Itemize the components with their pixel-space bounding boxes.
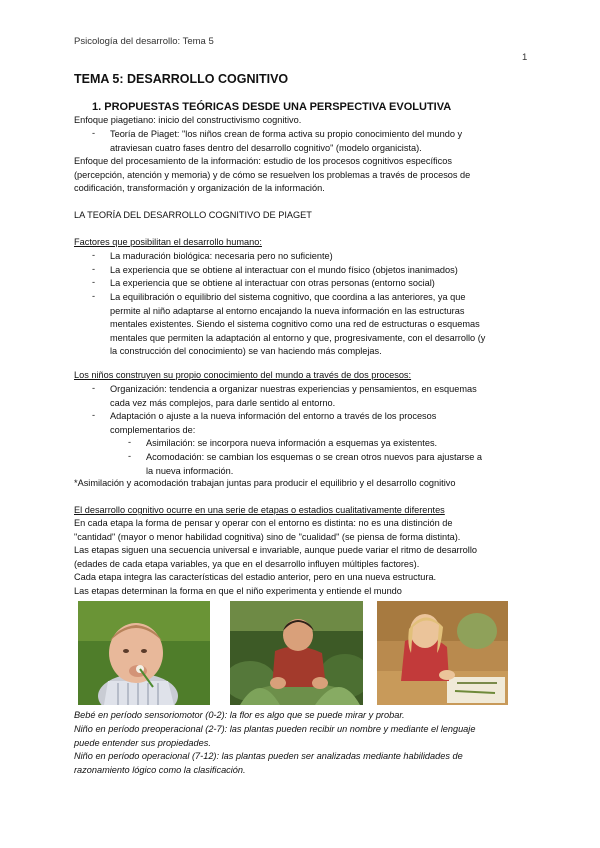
note: *Asimilación y acomodación trabajan juntas para producir el equilibrio y el desarrollo cognitivo (74, 478, 456, 488)
list-item: La equilibración o equilibrio del sistema cognitivo, que coordina a las anteriores, ya que permite al niño adaptarse al entorno encajando la nueva información en las estructuras mentales existentes. Siendo el sistema cognitivo como una red de estructuras o esquemas mentales que permiten la adaptación al entorno y que, progresivamente, con el desarrollo (y la construcción del conocimiento) se van haciendo más complejas. (110, 292, 486, 357)
bullet-marker: - (92, 410, 96, 420)
child-garden-photo (230, 601, 363, 705)
bullet-marker: - (92, 383, 96, 393)
caption-sensoriomotor: Bebé en período sensoriomotor (0-2): la flor es algo que se puede mirar y probar. (74, 710, 405, 720)
list-item: La maduración biológica: necesaria pero no suficiente) (110, 251, 333, 261)
caption-operacional: Niño en período operacional (7-12): las plantas pueden ser analizadas mediante habilidades de razonamiento lógico como la clasificación. (74, 751, 463, 775)
bullet-marker: - (128, 437, 132, 447)
page-number: 1 (522, 52, 528, 63)
bullet-marker: - (92, 277, 96, 287)
stages-heading: El desarrollo cognitivo ocurre en una serie de etapas o estadios cualitativamente diferentes (74, 505, 445, 515)
caption-preoperacional: Niño en período preoperacional (2-7): las plantas pueden recibir un nombre y mediante el lenguaje puede entender sus propiedades. (74, 724, 476, 748)
subsection-heading: LA TEORÍA DEL DESARROLLO COGNITIVO DE PIAGET (74, 210, 312, 220)
bullet-marker: - (128, 451, 132, 461)
paragraph: Enfoque del procesamiento de la información: estudio de los procesos cognitivos específicos (percepción, atención y memoria) y de cómo se resuelven los problemas a través de procesos de codificación, transformación y organización de la información. (74, 156, 471, 194)
factors-heading: Factores que posibilitan el desarrollo humano: (74, 237, 262, 247)
list-item: Asimilación: se incorpora nueva información a esquemas ya existentes. (146, 438, 438, 448)
list-item: Acomodación: se cambian los esquemas o se crean otros nuevos para ajustarse a la nueva información. (146, 452, 483, 476)
bullet-marker: - (92, 264, 96, 274)
list-item: Adaptación o ajuste a la nueva información del entorno a través de los procesos complementarios de: (110, 411, 437, 435)
list-item: La experiencia que se obtiene al interactuar con otras personas (entorno social) (110, 278, 435, 288)
processes-heading: Los niños construyen su propio conocimiento del mundo a través de dos procesos: (74, 370, 412, 380)
paragraph: En cada etapa la forma de pensar y operar con el entorno es distinta: no es una distinción de "cantidad" (mayor o menor habilidad cognitiva) sino de "cualidad" (se piensa de forma distinta). Las etapas siguen una secuencia universal e invariable, aunque puede variar el ritmo de desarrollo (edades de cada etapa variables, ya que en el desarrollo influyen múltiples factores). Cada etapa integra las características del estadio anterior, pero en una nueva estructura. Las etapas determinan la forma en que el niño experimenta y entiende el mundo (74, 518, 477, 596)
bullet-marker: - (92, 291, 96, 301)
page-title: TEMA 5: DESARROLLO COGNITIVO (74, 72, 289, 86)
document-header: Psicología del desarrollo: Tema 5 (74, 36, 214, 47)
list-item: Organización: tendencia a organizar nuestras experiencias y pensamientos, en esquemas cada vez más complejos, para darle sentido al entorno. (110, 384, 477, 408)
list-item: La experiencia que se obtiene al interactuar con el mundo físico (objetos inanimados) (110, 265, 458, 275)
paragraph: Enfoque piagetiano: inicio del constructivismo cognitivo. (74, 115, 302, 125)
bullet-marker: - (92, 128, 96, 138)
baby-photo (78, 601, 210, 705)
girl-classifying-photo (377, 601, 508, 705)
bullet-marker: - (92, 250, 96, 260)
list-item: Teoría de Piaget: "los niños crean de forma activa su propio conocimiento del mundo y atraviesan cuatro fases dentro del desarrollo cognitivo" (modelo organicista). (110, 129, 463, 153)
section-heading: 1. PROPUESTAS TEÓRICAS DESDE UNA PERSPECTIVA EVOLUTIVA (92, 101, 452, 113)
